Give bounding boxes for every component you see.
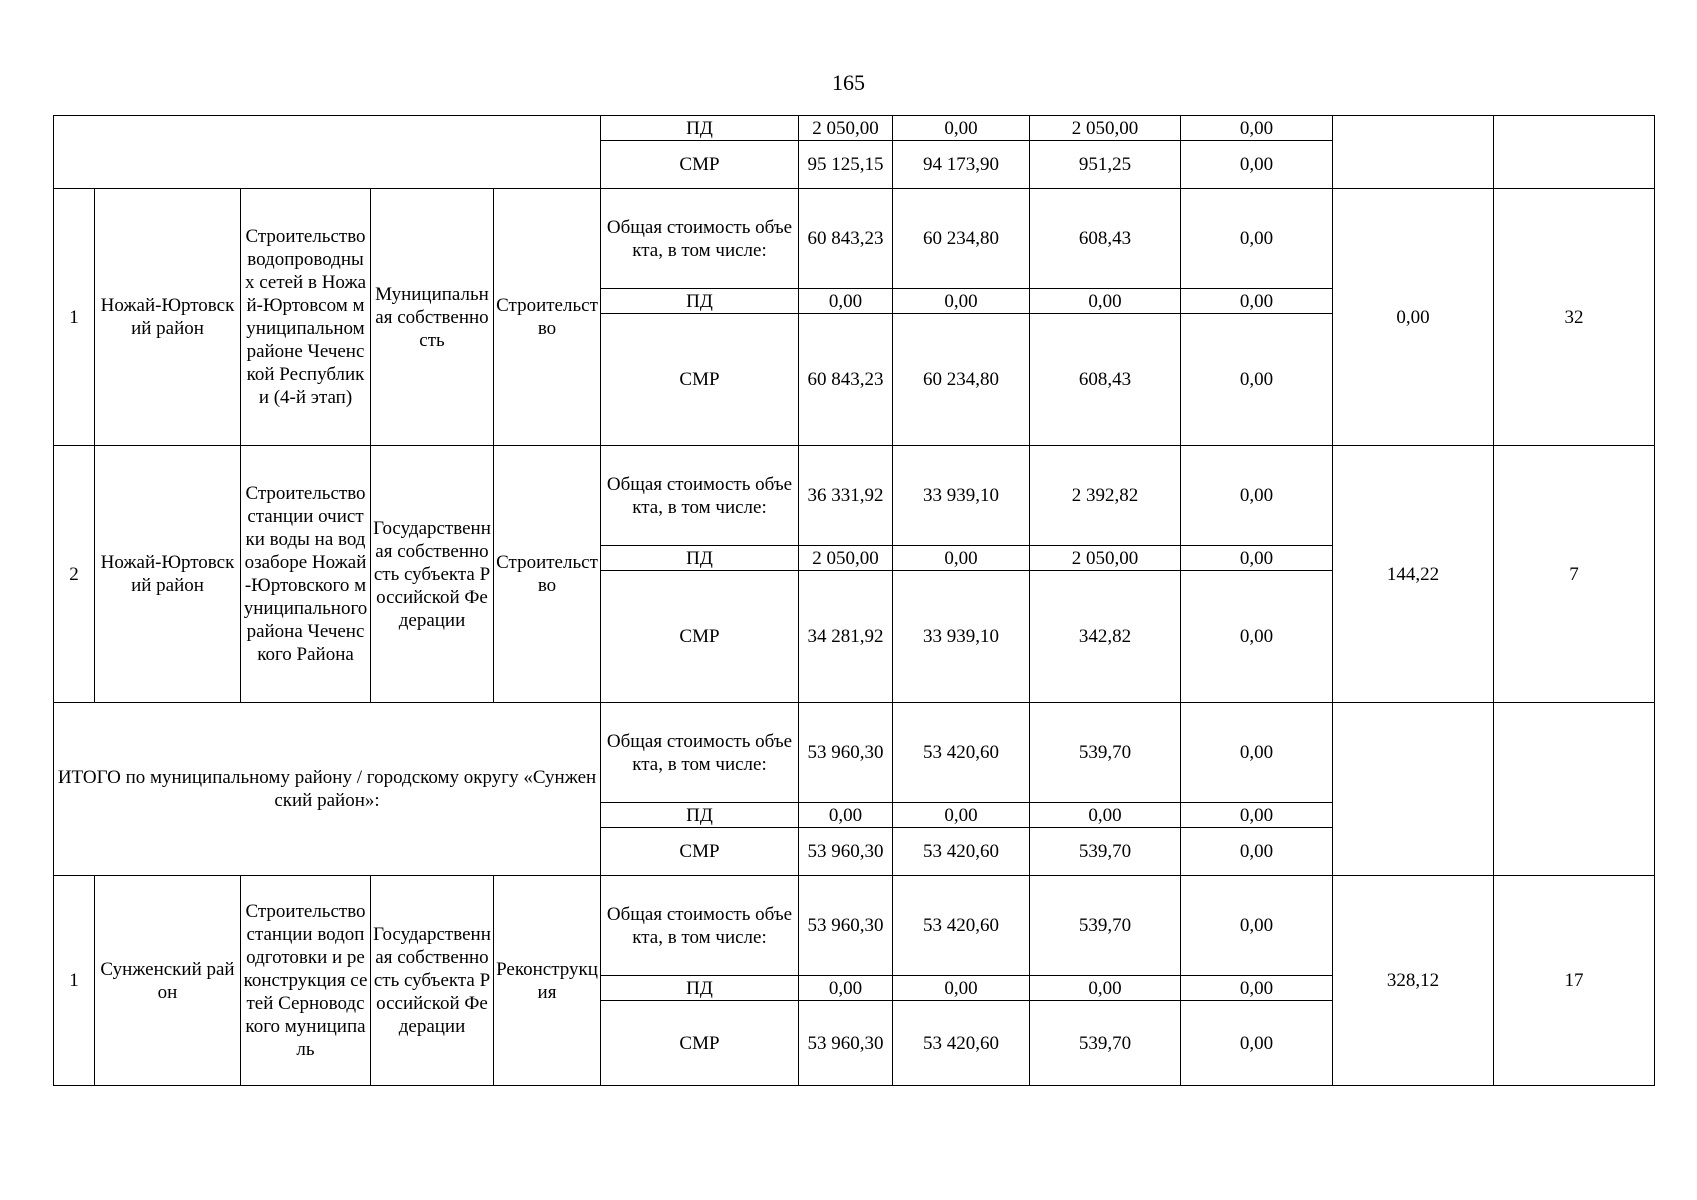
district-cell: Ножай-Юртовский район	[95, 446, 241, 703]
value-cell: 53 960,30	[799, 828, 893, 876]
value-cell: 608,43	[1030, 189, 1181, 289]
value-cell: 0,00	[893, 116, 1030, 141]
value-cell: 53 420,60	[893, 828, 1030, 876]
value-cell: 539,70	[1030, 876, 1181, 976]
value-cell: 32	[1494, 189, 1655, 446]
value-cell: 53 960,30	[799, 703, 893, 803]
object-name-cell: Строительство станции водоподготовки и реконструкция сетей Серноводского муниципаль	[241, 876, 371, 1086]
value-cell: 0,00	[1181, 976, 1333, 1001]
value-cell: 0,00	[1181, 828, 1333, 876]
value-cell: 0,00	[893, 976, 1030, 1001]
investment-table	[53, 115, 1655, 1086]
value-cell: 0,00	[1181, 1001, 1333, 1086]
value-cell: 60 234,80	[893, 314, 1030, 446]
value-cell: 0,00	[799, 803, 893, 828]
ownership-cell: Государственная собственность субъекта Российской Федерации	[371, 876, 494, 1086]
value-cell: 33 939,10	[893, 571, 1030, 703]
value-cell: 2 050,00	[1030, 116, 1181, 141]
row-number: 1	[54, 189, 95, 446]
district-cell: Ножай-Юртовский район	[95, 189, 241, 446]
value-cell: 95 125,15	[799, 141, 893, 189]
value-cell: 0,00	[1181, 803, 1333, 828]
table-row	[54, 189, 1655, 289]
value-cell: 951,25	[1030, 141, 1181, 189]
value-cell: 0,00	[1181, 571, 1333, 703]
work-type-cell: Строительство	[494, 189, 601, 446]
value-cell: 60 843,23	[799, 314, 893, 446]
value-cell: 94 173,90	[893, 141, 1030, 189]
object-name-cell: Строительство водопроводных сетей в Ножай-Юртовсом муниципальном районе Чеченской Республики (4-й этап)	[241, 189, 371, 446]
value-cell: 0,00	[1333, 189, 1494, 446]
pd-label: ПД	[601, 976, 799, 1001]
value-cell: 539,70	[1030, 1001, 1181, 1086]
value-cell: 53 420,60	[893, 703, 1030, 803]
value-cell: 53 960,30	[799, 876, 893, 976]
total-label: Общая стоимость объекта, в том числе:	[601, 703, 799, 803]
smr-label: СМР	[601, 828, 799, 876]
value-cell: 328,12	[1333, 876, 1494, 1086]
smr-label: СМР	[601, 141, 799, 189]
value-cell: 2 050,00	[1030, 546, 1181, 571]
pd-label: ПД	[601, 289, 799, 314]
total-label: Общая стоимость объекта, в том числе:	[601, 189, 799, 289]
value-cell: 608,43	[1030, 314, 1181, 446]
table-row	[54, 116, 1655, 141]
blank-cell	[1494, 703, 1655, 876]
value-cell: 0,00	[1181, 876, 1333, 976]
value-cell: 60 234,80	[893, 189, 1030, 289]
value-cell: 2 050,00	[799, 116, 893, 141]
value-cell: 539,70	[1030, 828, 1181, 876]
value-cell: 0,00	[799, 289, 893, 314]
subtotal-label: ИТОГО по муниципальному району / городскому округу «Сунженский район»:	[54, 703, 601, 876]
work-type-cell: Реконструкция	[494, 876, 601, 1086]
blank-cell	[54, 116, 601, 189]
pd-label: ПД	[601, 116, 799, 141]
table-row	[54, 703, 1655, 803]
row-number: 1	[54, 876, 95, 1086]
value-cell: 53 420,60	[893, 876, 1030, 976]
total-label: Общая стоимость объекта, в том числе:	[601, 446, 799, 546]
blank-cell	[1333, 703, 1494, 876]
value-cell: 0,00	[1181, 314, 1333, 446]
table-row	[54, 446, 1655, 546]
value-cell: 34 281,92	[799, 571, 893, 703]
total-label: Общая стоимость объекта, в том числе:	[601, 876, 799, 976]
value-cell: 0,00	[1181, 289, 1333, 314]
ownership-cell: Муниципальная собственность	[371, 189, 494, 446]
row-number: 2	[54, 446, 95, 703]
pd-label: ПД	[601, 803, 799, 828]
pd-label: ПД	[601, 546, 799, 571]
value-cell: 0,00	[799, 976, 893, 1001]
page-number: 165	[832, 70, 865, 95]
value-cell: 60 843,23	[799, 189, 893, 289]
value-cell: 53 420,60	[893, 1001, 1030, 1086]
value-cell: 0,00	[1181, 546, 1333, 571]
value-cell: 539,70	[1030, 703, 1181, 803]
smr-label: СМР	[601, 571, 799, 703]
object-name-cell: Строительство станции очистки воды на водозаборе Ножай-Юртовского муниципального района Чеченского Района	[241, 446, 371, 703]
value-cell: 0,00	[1181, 189, 1333, 289]
value-cell: 342,82	[1030, 571, 1181, 703]
smr-label: СМР	[601, 1001, 799, 1086]
value-cell: 7	[1494, 446, 1655, 703]
value-cell: 0,00	[893, 803, 1030, 828]
work-type-cell: Строительство	[494, 446, 601, 703]
value-cell: 0,00	[893, 546, 1030, 571]
value-cell: 36 331,92	[799, 446, 893, 546]
value-cell: 0,00	[1181, 116, 1333, 141]
value-cell: 0,00	[1181, 446, 1333, 546]
value-cell: 0,00	[1030, 803, 1181, 828]
value-cell: 33 939,10	[893, 446, 1030, 546]
ownership-cell: Государственная собственность субъекта Российской Федерации	[371, 446, 494, 703]
district-cell: Сунженский район	[95, 876, 241, 1086]
value-cell: 17	[1494, 876, 1655, 1086]
table-row	[54, 876, 1655, 976]
blank-cell	[1494, 116, 1655, 189]
smr-label: СМР	[601, 314, 799, 446]
value-cell: 0,00	[1181, 141, 1333, 189]
value-cell: 0,00	[1030, 976, 1181, 1001]
value-cell: 53 960,30	[799, 1001, 893, 1086]
value-cell: 144,22	[1333, 446, 1494, 703]
value-cell: 0,00	[1030, 289, 1181, 314]
value-cell: 2 392,82	[1030, 446, 1181, 546]
value-cell: 2 050,00	[799, 546, 893, 571]
value-cell: 0,00	[1181, 703, 1333, 803]
value-cell: 0,00	[893, 289, 1030, 314]
blank-cell	[1333, 116, 1494, 189]
